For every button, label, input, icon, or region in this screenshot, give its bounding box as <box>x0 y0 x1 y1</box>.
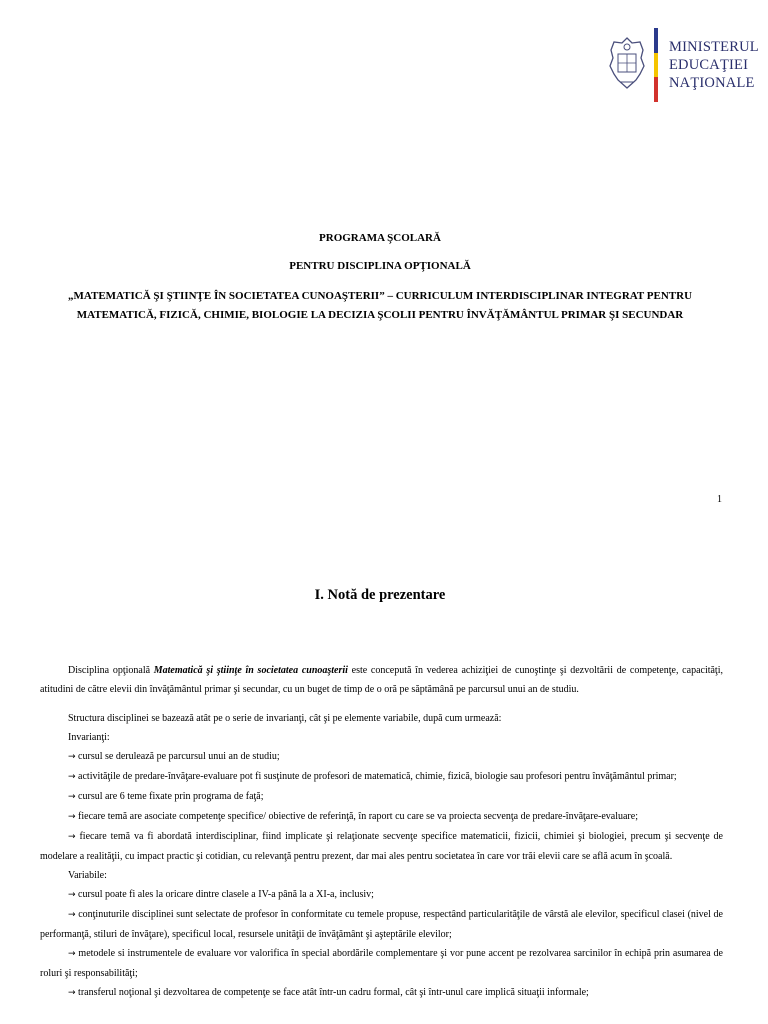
document-subtitle: PENTRU DISCIPLINA OPŢIONALĂ <box>289 260 471 272</box>
arrow-right-icon: → <box>68 792 76 802</box>
logo-line-3: NAŢIONALE <box>669 75 755 91</box>
document-title: PROGRAMA ŞCOLARĂ <box>319 232 441 244</box>
list-item: → activităţile de predare-învăţare-evaluare pot fi susţinute de profesori de matematică, chimie, fizică, biologie sau profesori pentru învăţământul primar; <box>68 771 677 782</box>
arrow-right-icon: → <box>68 772 76 782</box>
arrow-right-icon: → <box>68 890 76 900</box>
list-item: → fiecare temă are asociate competenţe specifice/ obiective de referinţă, în raport cu care se va proiecta secvenţa de predare-învăţare-evaluare; <box>68 811 638 822</box>
structure-section <box>40 709 723 1003</box>
structure-lead: Structura disciplinei se bazează atât pe o serie de invarianţi, cât şi pe elemente variabile, după cum urmează: <box>68 713 502 724</box>
flag-bars <box>654 28 658 102</box>
ministry-logo <box>606 28 759 102</box>
course-name-emphasis: Matematică şi ştiinţe în societatea cunoaşterii <box>153 665 348 676</box>
list-item: → fiecare temă va fi abordată interdisciplinar, fiind implicate şi relaţionate secvenţe specifice matematicii, fizicii, chimiei şi biologiei, precum şi secvenţe de modelare a realităţii, cu impact practic şi cotidian, cu relevanţă pentru prezent, dar mai ales pentru societatea în care vor trăi elevii care se află acum în şcoală. <box>40 831 723 862</box>
arrow-right-icon: → <box>68 910 76 920</box>
list-item: → cursul poate fi ales la oricare dintre clasele a IV-a până la a XI-a, inclusiv; <box>68 889 374 900</box>
page-number: 1 <box>717 494 722 505</box>
list-item: → transferul noţional şi dezvoltarea de competenţe se face atât într-un cadru formal, cât şi într-unul care implică situaţii informale; <box>68 987 589 998</box>
logo-line-2: EDUCAŢIEI <box>669 57 749 73</box>
arrow-right-icon: → <box>68 752 76 762</box>
invariants-label: Invarianţi: <box>68 732 110 743</box>
arrow-right-icon: → <box>68 812 76 822</box>
arrow-right-icon: → <box>68 832 76 842</box>
document-course-title: „MATEMATICĂ ŞI ŞTIINŢE ÎN SOCIETATEA CUNOAŞTERII” – CURRICULUM INTERDISCIPLINAR INTEGRAT PENTRU MATEMATICĂ, FIZICĂ, CHIMIE, BIOLOGIE LA DECIZIA ŞCOLII PENTRU ÎNVĂŢĂMÂNTUL PRIMAR ŞI SECUNDAR <box>67 290 693 321</box>
logo-line-1: MINISTERUL <box>669 39 759 55</box>
list-item: → metodele si instrumentele de evaluare vor valorifica în special abordările complementare şi vor pune accent pe rezolvarea sarcinilor în echipă prin asumarea de roluri şi responsabilităţi; <box>40 948 723 979</box>
list-item: → cursul are 6 teme fixate prin programa de faţă; <box>68 791 264 802</box>
arrow-right-icon: → <box>68 949 76 959</box>
list-item: → cursul se derulează pe parcursul unui an de studiu; <box>68 751 280 762</box>
list-item: → conţinuturile disciplinei sunt selectate de profesor în conformitate cu temele propuse, respectând particularităţile de vârstă ale elevilor, specificul clasei (nivel de performanţă, stiluri de învăţare), specificul local, resursele unităţii de învăţământ şi aşteptările elevilor; <box>40 909 723 940</box>
arrow-right-icon: → <box>68 988 76 998</box>
coat-of-arms-icon <box>606 36 648 92</box>
variables-label: Variabile: <box>68 870 107 881</box>
intro-paragraph: Disciplina opţională Matematică şi ştiinţe în societatea cunoaşterii este concepută în vederea achiziţiei de cunoştinţe şi dezvoltării de competenţe, capacităţi, atitudini de către elevii din învăţământul primar şi secundar, cu un buget de timp de o oră pe săptămână pe parcursul unui an de studiu. <box>40 665 723 695</box>
section-heading: I. Notă de prezentare <box>314 587 446 603</box>
